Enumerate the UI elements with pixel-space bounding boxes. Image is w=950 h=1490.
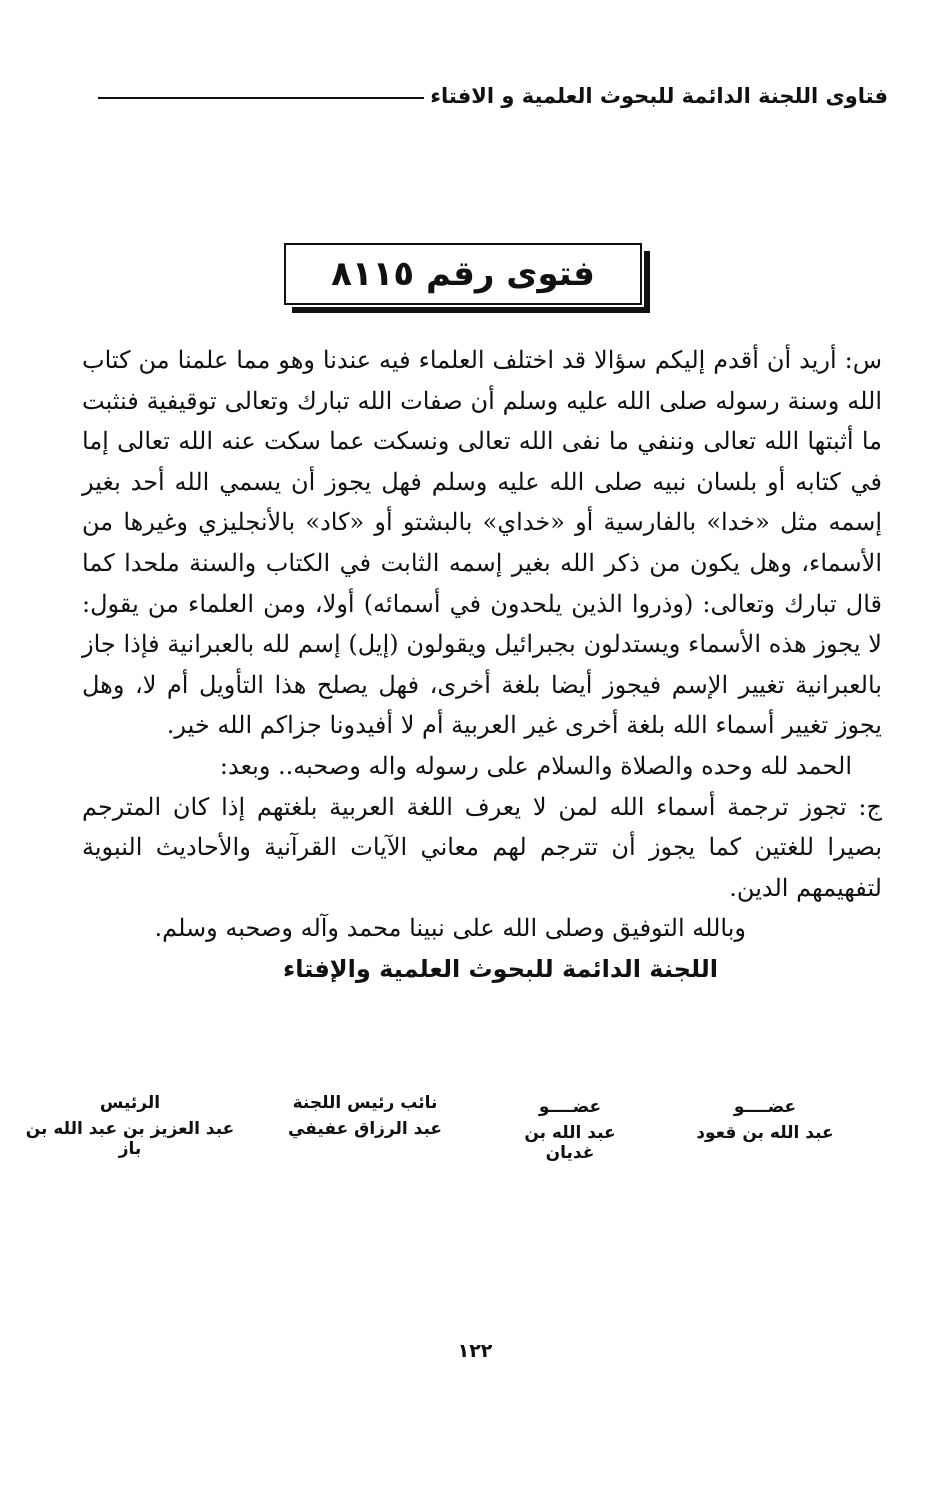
signature-role: نائب رئيس اللجنة [292,1093,438,1113]
signature-role: الرئيس [99,1093,161,1113]
signature-block [25,1093,840,1163]
opening-paragraph: الحمد لله وحده والصلاة والسلام على رسوله واله وصحبه.. وبعد: [219,751,852,780]
signature-name: عبد الله بن قعود [696,1123,834,1143]
committee-name: اللجنة الدائمة للبحوث العلمية والإفتاء [283,954,718,983]
fatwa-title-box [284,243,642,305]
signature-name: عبد الرزاق عفيفي [287,1119,443,1139]
signature-role: عضــــو [538,1097,602,1117]
signature-vice-president [280,1093,450,1139]
signature-member-1 [690,1097,840,1143]
signature-name: عبد العزيز بن عبد الله بن باز [25,1119,235,1159]
header-rule [98,97,424,99]
closing-line: وبالله التوفيق وصلى الله على نبينا محمد وآله وصحبه وسلم. [154,914,746,943]
signature-name: عبد الله بن غديان [524,1123,616,1163]
fatwa-body [82,340,882,990]
fatwa-title: فتوى رقم ٨١١٥ [331,254,595,294]
signature-member-2 [500,1097,640,1163]
running-header [98,84,888,108]
question-paragraph: س: أريد أن أقدم إليكم سؤالا قد اختلف العلماء فيه عندنا وهو مما علمنا من كتاب الله وسنة رسوله صلى الله عليه وسلم أن صفات الله تبارك وتعالى توقيفية فنثبت ما أثبتها الله تعالى وننفي ما نفى الله تعالى ونسكت عما سكت عنه الله تعالى إما في كتابه أو بلسان نبيه صلى الله عليه وسلم فهل يجوز أن يسمي الله أحد بغير إسمه مثل «خدا» بالفارسية أو «خداي» بالبشتو أو «كاد» بالأنجليزي وغيرها من الأسماء، وهل يكون من ذكر الله بغير إسمه الثابت في الكتاب والسنة ملحدا كما قال تبارك وتعالى: (وذروا الذين يلحدون في أسمائه) أولا، ومن العلماء من يقول: لا يجوز هذه الأسماء ويستدلون بجبرائيل ويقولون (إيل) إسم لله بالعبرانية فإذا جاز بالعبرانية تغيير الإسم فيجوز أيضا بلغة أخرى، فهل يصلح هذا التأويل أم لا، وهل يجوز تغيير أسماء الله بلغة أخرى غير العربية أم لا أفيدونا جزاكم الله خير. [82,346,882,740]
answer-paragraph: ج: تجوز ترجمة أسماء الله لمن لا يعرف اللغة العربية بلغتهم إذا كان المترجم بصيرا للغتين كما يجوز أن تترجم لهم معاني الآيات القرآنية والأحاديث النبوية لتفهيمهم الدين. [82,792,882,902]
signature-role: عضــــو [733,1097,797,1117]
page-number: ١٢٢ [457,1340,493,1362]
signature-president [20,1093,240,1159]
running-header-title: فتاوى اللجنة الدائمة للبحوث العلمية و الافتاء [430,84,888,108]
